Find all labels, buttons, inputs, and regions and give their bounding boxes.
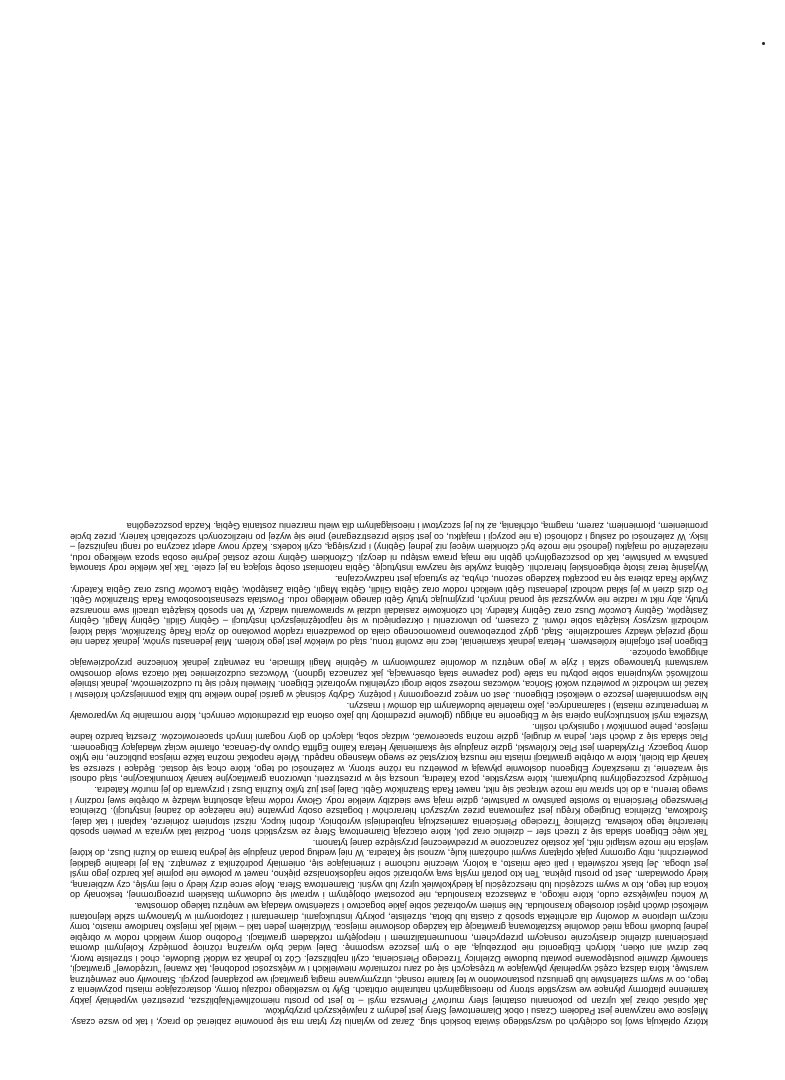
- paragraph-2: Jak opisać obraz jak ujrzan po pokonaniu ostatniej sfery murów? Pierwsza myśl – to jest po prostu niemożliwe!Najbliższa, przestrzeń wypełniały jakby kamienne platformy płynące we wszystkie strony po nieosiągalnych naturalnie orbitach. Były to wszelkiego rodzaju formy, dostarczające miastu pożywienia z tego, co w swym szaleństwie lub geniuszu postanowiono w tej krainie rosnąć, utrzymywane magią grawitacji we pożądanej pozycji. Stanowiły one zewnętrzną warstwę, która dalszą część wypełniały pływające w trzęsących się od zaru rozmiarów niewielkich i w większości podobnej, tak zwanej "urzędowej" grawitacji, stanowiły dziwnie poustępowane powiatu budowie Dzielnicy Trzeciego Pierścienia, czyli najbliższej. Cóż to jednak za widok! Budowle, choć i strzeliste twory, bez drzwi ani okien, których Ebigeonici nie potrzebują, ale o tym jeszcze wspomnę. Dalej widać było wyraźną różnicę pomiędzy Kolejnymi dwoma pierścieniami dzielnic drastycznie rosnącym przepychem, monumentalizmem i niepojętym rozkładem grawitacji. Podobno domy wielkich rodów w obrębie jednej budowli mogą mieć dowolnie kształtowaną grawitację dla każdego dosłownie miejsca. Widziałem jeden taki – wielki jak miejsko handlowe miasto, tomy niczym ulepione w dowolny dla architekta sposób z ciasta lub błota, strzeliste, pokryty instrukcjami, diamentami i zatopionymi w tytanowym szkle klejnotami wielkości dwóch pięści dorosłego krasnoluda. Nie śmiem wyobrażać sobie jakie bogactwo i szaleństwo władają we wnętrzu takiego domostwa.: [70, 900, 708, 1006]
- paragraph-3: W końcu największe cudo, które nikogo, a zwłaszcza krasnoluda, nie pozostawi obojętnym i wprawi się cudownym blaskiem przeogromnej, teskonały do końca dni tego, kto w swym szczęściu lub nieszczęściu ją kiedykolwiek ujrzy lub wyśni. Diamentowa Sfera. Moje serce drży kiedy o niej myślę, czy wzbieraną, kiedy opowiadam. Jest po prostu piękna. Ten kto potrafi myślą swą wyobrazić sobie najdoskonalsze piękno, nawet w połowie nie pojmie jak bardzo jego myśl jest uboga. Jej blask rozświetla i pali całe miasto, a kolory, wiecznie ruchome i zmieniające się, oniemiały podróżnika z zewnątrz. Na jej idealnie gładkiej powierzchni, niby ogromny pająk oplątany swymi odnóżami kulę, wznosi się Katedra. W niej według podań znajduje się jedyna brama do Kuźni Dusz, do której wejścia nie może wstąpić nikt, jak zostało zaznaczone w przedwiecznej przysiędze danej tytanom.: [70, 837, 708, 901]
- paragraph-5: Pomiędzy poszczególnymi budynkami, które wszystkie, poza Katedrą, unoszą się w przestrzeni, utworzona grawitacyjne kanały komunikacyjne, stąd odnosi się wrażenie, iż mieszkańcy Ebigeonu dosłownie pływają w powietrzu na różne strony, w zależności od tego, które chcą się dostać. Będące i szersze są kanały dla bicieli, które w obrębie grawitacji miasta nie muszą korzystać ze swego własnego napędu. Wiele napotkać można także miejsca publiczne, nie tylko domy bogaczy. Przykładem jest Plac Królewski, gdzie znajduje się skamieniały Hetara Kalino Egfitta Opuvo Ap-Genaca, ofiarnie wciąż władający Ebigeonem. Plac składa się z dwóch sfer, jedna w drugiej, gdzie można spacerować, widząc sobą, idących do góry nogami innych spacerowiczów. Zresztą bardzo ładne miejsce, pełne pomników i ogniskych roślin.: [70, 721, 708, 785]
- paragraph-1: którzy opłakują swój los odciętych od wszystkiego świata boskich sług. Zaraz po wylaniu łzy tytan ma się ponownie zabierać do pracy, i tak po wsze czasy. Miejsce owe nazywane jest Padołem Czasu i obok Diamentowej Sfery jest jednym z największych przybytków.: [70, 1006, 708, 1027]
- document-body: [70, 53, 708, 1027]
- paragraph-9: Wyjaśnię teraz istotę ebigeońskiej hierarchii. Gębiną zwykle się nazywa instytucję, Gębia natomiast osobę stojącą na jej czele. Tak jak wielkie rody stanowią państwa w państwie, tak do poszczególnych gębin nie mają prawa wstępu ni decyzji. Członkiem Gębiny może zostać jedynie osoba spoza wielkiego rodu, niezależnie od majątku (jedność nie może być członkiem więcej niż jednej Gębiny) i przysięgą, czyli kodeks. Każdy nowy adept zaczyna od rangi najniższej – lisky. W zależności od zasług i zdolności (a nie pozycji i majątku, co jest ściśle przestrzegane) pnie się wyżej po niezliczonych szczeblach kariery, przez bycie promieniem, płomieniem, zarem, magmą, ofchłanią, aż ku jej szczytowi i nieosiągalnym dla wielu marzeniu zostania Gębią. Każda poszczególna: [70, 521, 708, 574]
- paragraph-8: Ebigeon jest oficjalnie królestwem. Hetara jednak skamieniał, lecz nie zwolnił tronu, stąd od wieków jest jego królem. Miał jedenastu synów, jednak żaden nie mógł przejąć władzy samodzielnie. Stąd, gdyż potrzebowano prawomocnego ciała do powadzenia rządów powołano do życia Radę Strażników, skład której wchodzili wszyscy książęta sobie równi. Z czasem, po utworzeniu i okrzepnięciu w się najpotężniejszych instytucji – Gębiny Glidii, Gębiny Magii, Gębiny Zastępów, Gębiny Łowców Dusz oraz Gębiny Katedry. Ich członkowie zasiadali udział w sprawowaniu władzy. W ten sposób książęta utracili swe monarsze tytuły, aby nikt w radzie nie wywyższał się ponad innych, przyjmując tytuły Gębi danego wielkiego rodu. Powstała szesnastoosobowa Rada Strażników Gębi. Po dziś dzień w jej skład wchodzi jedenastu Gębi wielkich rodów oraz Gębia Glidii, Gębia Magii, Gębia Zastępów, Gębia Łowców Dusz oraz Gębia Katedry. Zwykle Rada zbiera się na początku każdego sezonu, chyba, że sytuacja jest nadzwyczajna.: [70, 574, 708, 648]
- scan-speck: [762, 42, 765, 45]
- paragraph-6: Wszelka myśl konstrukcyjna opiera się w Ebigeonie na ahiggu (głownie przedmioty lub jako osłona dla przedmiotów cennych, które normalnie by wyparowały w temperaturze miasta) i salamandryce, jako materiale budowlanym dla domów i maszyn.: [70, 700, 708, 722]
- paragraph-4: Tak więc Ebigeon składa się z trzech sfer – dzielnic oraz pól, które otaczają Diamentową Sferę ze wszystkich stron. Podział taki wyraża w pewien sposób hierarchię tego kolestwa. Dzielnicę Trzeciego Pierścienia zamieszkują najbiedniejsi wyrobnicy, drobni kupcy, niższi stopniem żołnierze, kapłani i tak dalej. Środkowa, Dzielnica Drugiego Kręgu jest zajmowana przez wyższych hierarchów i bogatsze osoby prywatne (nie należące do żadnej instytucji). Dzielnica Pierwszego Pierścienia to swoiste państwo w państwie, gdzie mają swe siedziby wielkie rody. Głowy rodów mają absolutną władzę w obrębie swej rodziny i swego terenu, a do ich spraw nie może wtrącać się nikt, nawet Rada Strażników Gębi. Dalej jest już tylko Kuźnia Dusz i przywarta do jej murów Katedra.: [70, 784, 708, 838]
- paragraph-7: Nie wspomniałem jeszcze o wielkości Ebigeonu. Jest on wręcz przeogromny i potężny. Gdyby ścisnąć w garści jedno wielkie tub kilka pomniejszych królestw i kazać im wchodzić w powietrzu wokół Słońca, wówczas możesz sobie drogi czytelniku wyobrazić Ebigeon. Niewielu kręci się tu cudzoziemców, jednak istnieje możliwość wykupienia sobie pobytu na stałe (pod zapewne stałą obserwacją, jak zaznacza Igdnon). Wówczas cudzoziemiec taki otacza swoje domostwo warstwami tytanowego szkła i żyje w jego wnętrzu w dowolnie zamówionym w Gębinie Magii klimacie, na zewnątrz jednak konieczne przyodziewając ahiggową opończe.: [70, 647, 708, 701]
